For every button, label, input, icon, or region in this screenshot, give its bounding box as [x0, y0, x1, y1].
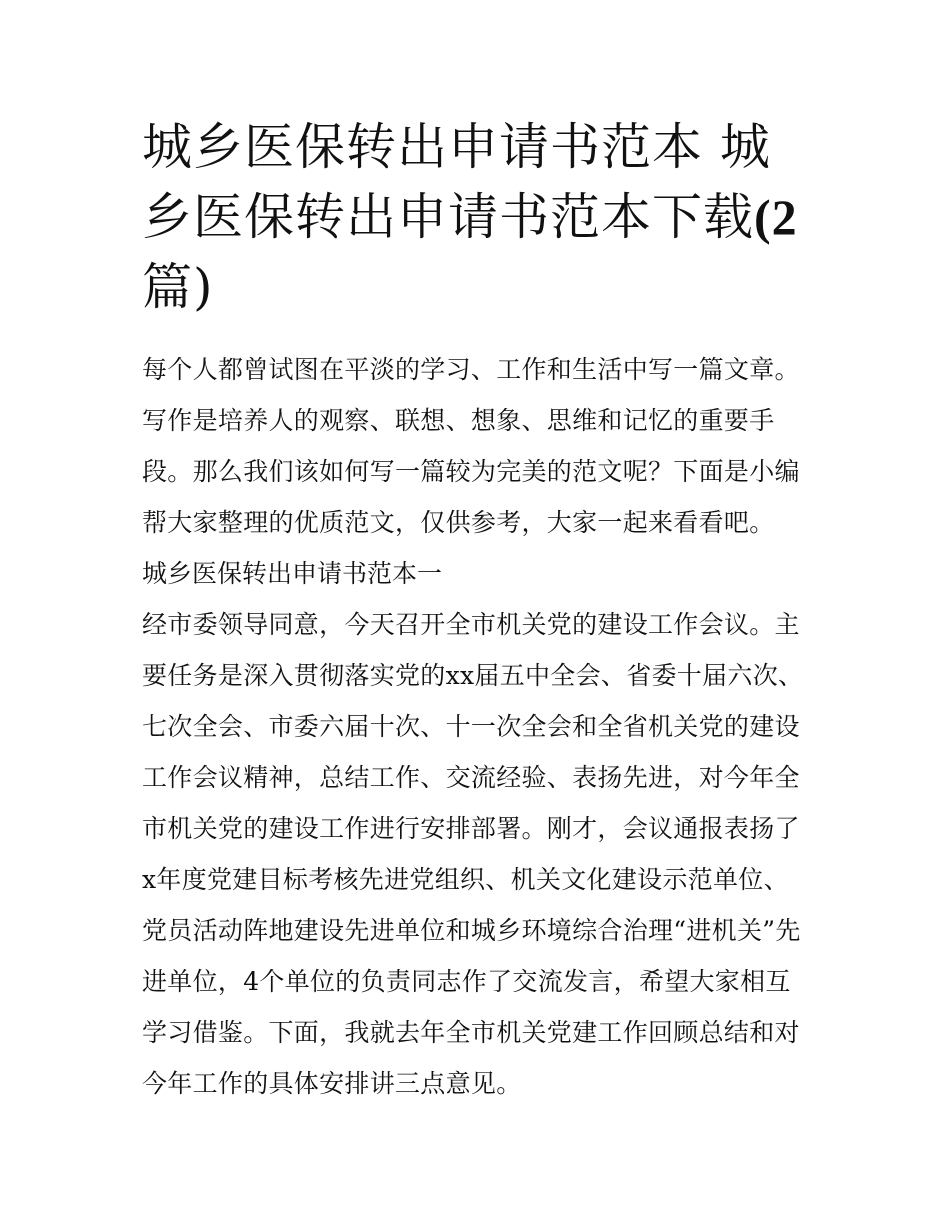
title-text: 城乡医保转出申请书范本 城乡医保转出申请书范本下载	[142, 118, 771, 246]
title-suffix: 篇)	[142, 258, 214, 316]
body-paragraph: 经市委领导同意，今天召开全市机关党的建设工作会议。主要任务是深入贯彻落实党的xx届五中全会、省委十届六次、七次全会、市委六届十次、十一次全会和全省机关党的建设工作会议精神，总结工作、交流经验、表扬先进，对今年全市机关党的建设工作进行安排部署。刚才，会议通报表扬了x年度党建目标考核先进党组织、机关文化建设示范单位、党员活动阵地建设先进单位和城乡环境综合治理“进机关”先进单位，4个单位的负责同志作了交流发言，希望大家相互学习借鉴。下面，我就去年全市机关党建工作回顾总结和对今年工作的具体安排讲三点意见。	[142, 610, 804, 1098]
document-content	[142, 112, 814, 1109]
section-heading: 城乡医保转出申请书范本一	[142, 559, 443, 588]
document-title	[142, 112, 814, 322]
title-count: (2	[754, 189, 798, 245]
intro-paragraph: 每个人都曾试图在平淡的学习、工作和生活中写一篇文章。写作是培养人的观察、联想、想象、思维和记忆的重要手段。那么我们该如何写一篇较为完美的范文呢？下面是小编帮大家整理的优质范文，仅供参考，大家一起来看看吧。	[142, 355, 800, 537]
